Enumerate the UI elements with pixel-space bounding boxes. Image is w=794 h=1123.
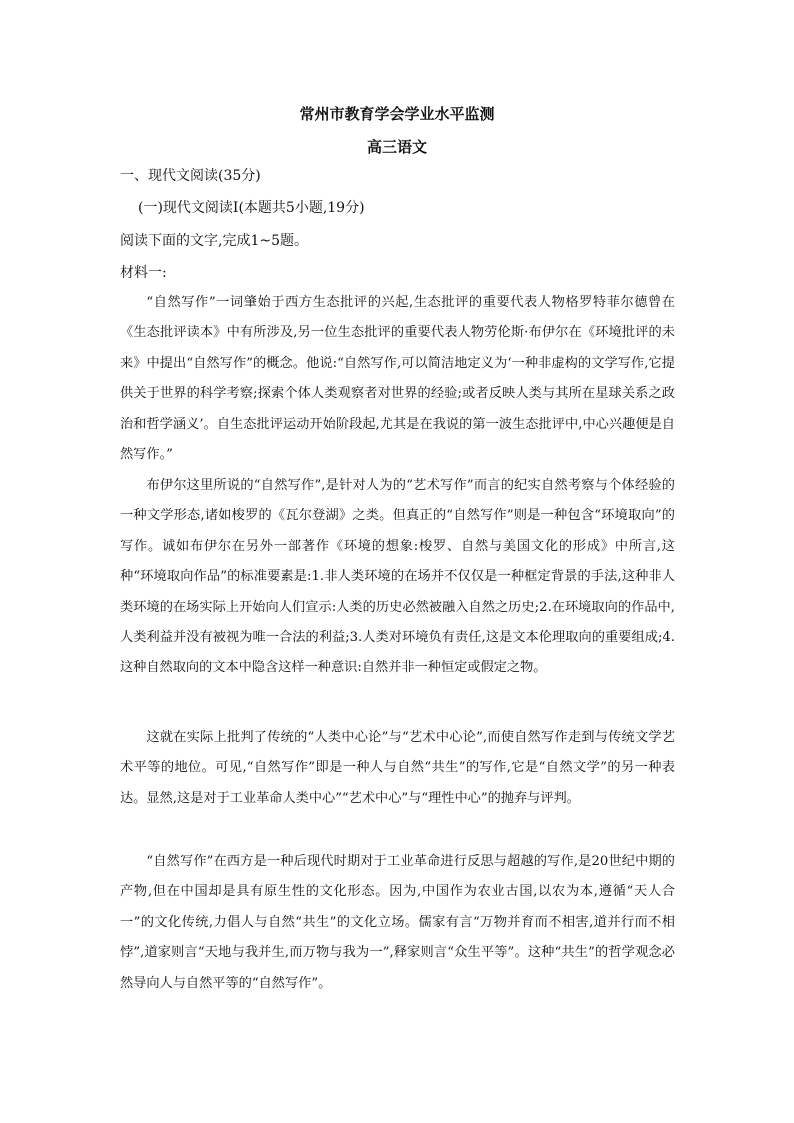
section-sub-heading: (一)现代文阅读Ⅰ(本题共5小题,19分) [138,200,365,216]
material-label: 材料一: [120,265,167,281]
paragraph-3: 这就在实际上批判了传统的“人类中心论”与“艺术中心论”,而使自然写作走到与传统文学艺术平等的地位。可见,“自然写作”即是一种人与自然“共生”的写作,它是“自然文学”的另一种表达。显然,这是对于工业革命人类中心”“艺术中心”与“理性中心”的抛弃与评判。 [120,730,675,806]
exam-title: 常州市教育学会学业水平监测 [299,105,495,123]
section-heading: 一、现代文阅读(35分) [120,168,261,184]
paragraph-2: 布伊尔这里所说的“自然写作”,是针对人为的“艺术写作”而言的纪实自然考察与个体经验的一种文学形态,诸如梭罗的《瓦尔登湖》之类。但真正的“自然写作”则是一种包含“环境取向”的写作。诚如布伊尔在另外一部著作《环境的想象:梭罗、自然与美国文化的形成》中所言,这种“环境取向作品”的标准要素是:1.非人类环境的在场并不仅仅是一种框定背景的手法,这种非人类环境的在场实际上开始向人们宣示:人类的历史必然被融入自然之历史;2.在环境取向的作品中,人类利益并没有被视为唯一合法的利益;3.人类对环境负有责任,这是文本伦理取向的重要组成;4.这种自然取向的文本中隐含这样一种意识:自然并非一种恒定或假定之物。 [120,478,675,676]
reading-instruction: 阅读下面的文字,完成1~5题。 [120,233,308,249]
paragraph-4: “自然写作”在西方是一种后现代时期对于工业革命进行反思与超越的写作,是20世纪中期的产物,但在中国却是具有原生性的文化形态。因为,中国作为农业古国,以农为本,遵循“天人合一”的文化传统,力倡人与自然“共生”的文化立场。儒家有言“万物并育而不相害,道并行而不相悖”,道家则言“天地与我并生,而万物与我为一”,释家则言“众生平等”。这种“共生”的哲学观念必然导向人与自然平等的“自然写作”。 [120,854,675,991]
paragraph-1: “自然写作”一词肇始于西方生态批评的兴起,生态批评的重要代表人物格罗特菲尔德曾在《生态批评读本》中有所涉及,另一位生态批评的重要代表人物劳伦斯·布伊尔在《环境批评的未来》中提出“自然写作”的概念。他说:“自然写作,可以简洁地定义为‘一种非虚构的文学写作,它提供关于世界的科学考察;探索个体人类观察者对世界的经验;或者反映人类与其所在星球关系之政治和哲学涵义’。自生态批评运动开始阶段起,尤其是在我说的第一波生态批评中,中心兴趣便是自然写作。” [120,295,675,463]
exam-subtitle: 高三语文 [366,138,427,156]
